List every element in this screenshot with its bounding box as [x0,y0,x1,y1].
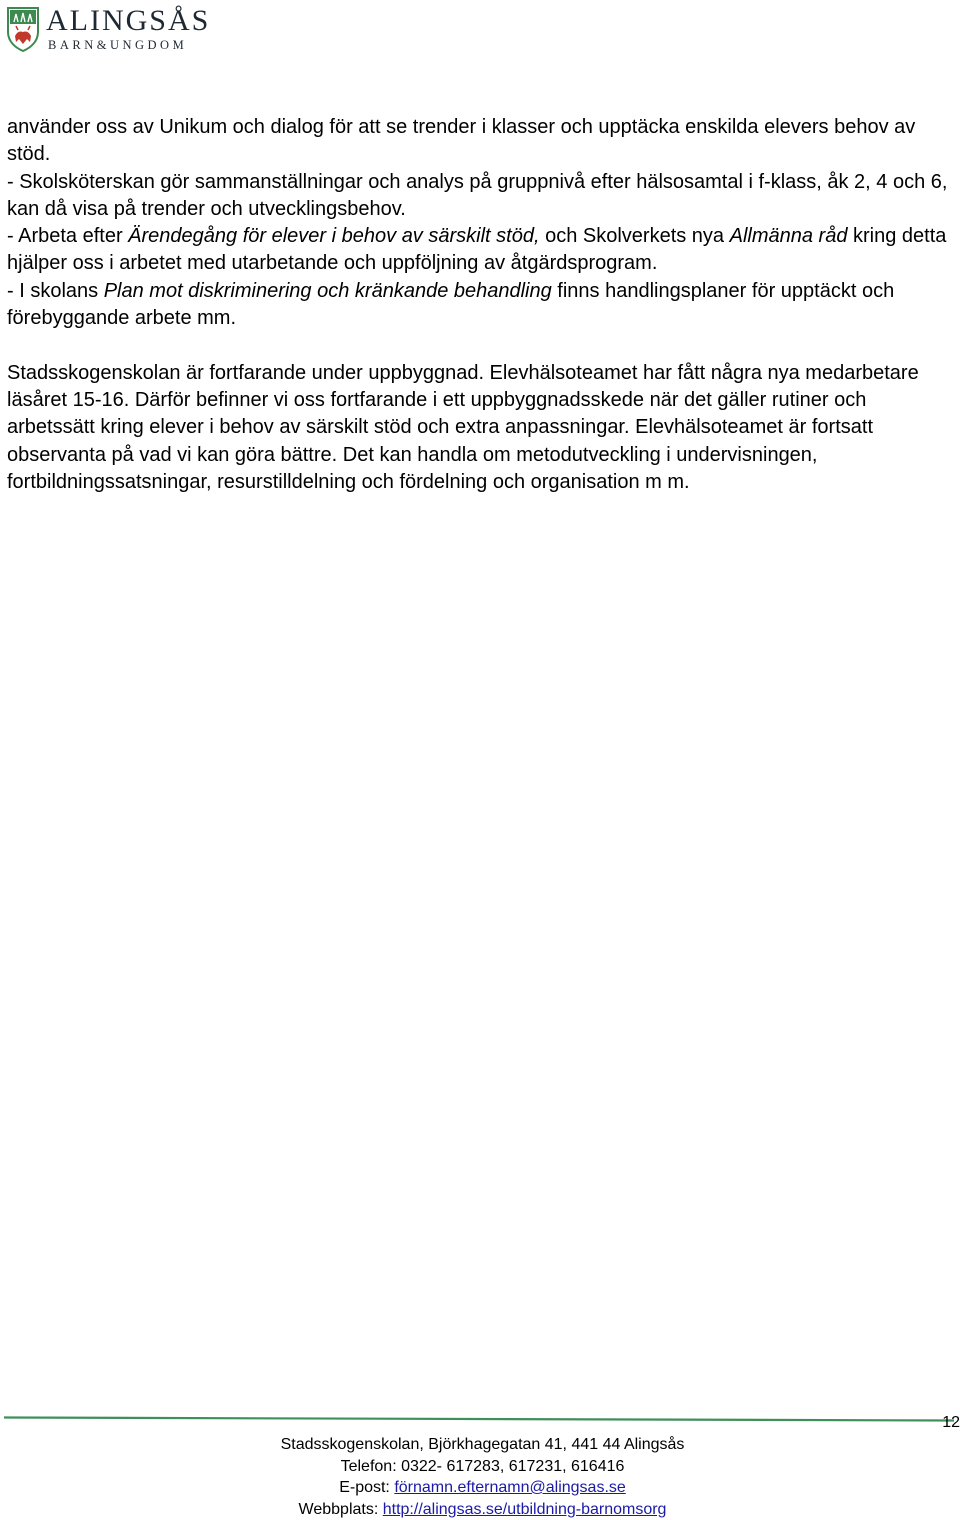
text-run: - I skolans [7,279,104,302]
footer-address: Stadsskogenskolan, Björkhagegatan 41, 441 44 Alingsås [280,1436,685,1453]
italic-text-run: Plan mot diskriminering och kränkande behandling [103,279,552,302]
footer-email-link[interactable]: förnamn.efternamn@alingsas.se [394,1479,626,1496]
text-run: och Skolverkets nya [539,225,730,248]
footer-email-label: E-post: [339,1479,395,1496]
paragraph-plan [7,278,955,333]
document-body [7,114,955,496]
footer-web-line [230,1499,735,1520]
text-run: finns handlingsplaner för upptäckt och förebyggande arbete mm. [7,279,895,330]
text-run: kring detta hjälper oss i arbetet med utarbetande och uppföljning av åtgärdsprogram. [7,225,947,275]
italic-text-run: Ärendegång för elever i behov av särskilt stöd, [128,225,540,248]
paragraph-arendegang [7,223,955,278]
logo-name: ALINGSÅS [46,4,211,37]
footer-phone: Telefon: 0322- 617283, 617231, 616416 [340,1457,625,1475]
paragraph-stadsskogenskolan: Stadsskogenskolan är fortfarande under uppbyggnad. Elevhälsoteamet har fått några nya medarbetare läsåret 15-16. Därför befinner vi oss fortfarande i ett uppbyggnadsskede när det gäller rutiner och arbetssätt kring elever i behov av särskilt stöd och extra anpassningar. Elevhälsoteamet är fortsatt observanta på vad vi kan göra bättre. Det kan handla om metodutveckling i undervisningen, fortbildningssatsningar, resurstilldelning och fördelning och organisation m m. [7,361,919,493]
footer-divider [4,1416,954,1422]
footer-web-label: Webbplats: [298,1500,383,1518]
logo-text [46,6,210,53]
paragraph-skolskoterskan: - Skolsköterskan gör sammanställningar och analys på gruppnivå efter hälsosamtal i f-klass, åk 2, 4 och 6, kan då visa på trender och utvecklingsbehov. [7,170,948,220]
footer [230,1434,735,1520]
text-run: - Arbeta efter [7,225,129,248]
footer-email-line [230,1477,735,1499]
header-logo [6,6,210,56]
footer-web-link[interactable]: http://alingsas.se/utbildning-barnomsorg [382,1500,667,1518]
alingsas-shield-icon [6,6,40,52]
italic-text-run: Allmänna råd [729,225,848,248]
logo-subtitle: BARN&UNGDOM [48,38,188,52]
paragraph-unikum: använder oss av Unikum och dialog för att se trender i klasser och upptäcka enskilda elevers behov av stöd. [7,116,916,166]
page-number: 12 [942,1414,960,1431]
